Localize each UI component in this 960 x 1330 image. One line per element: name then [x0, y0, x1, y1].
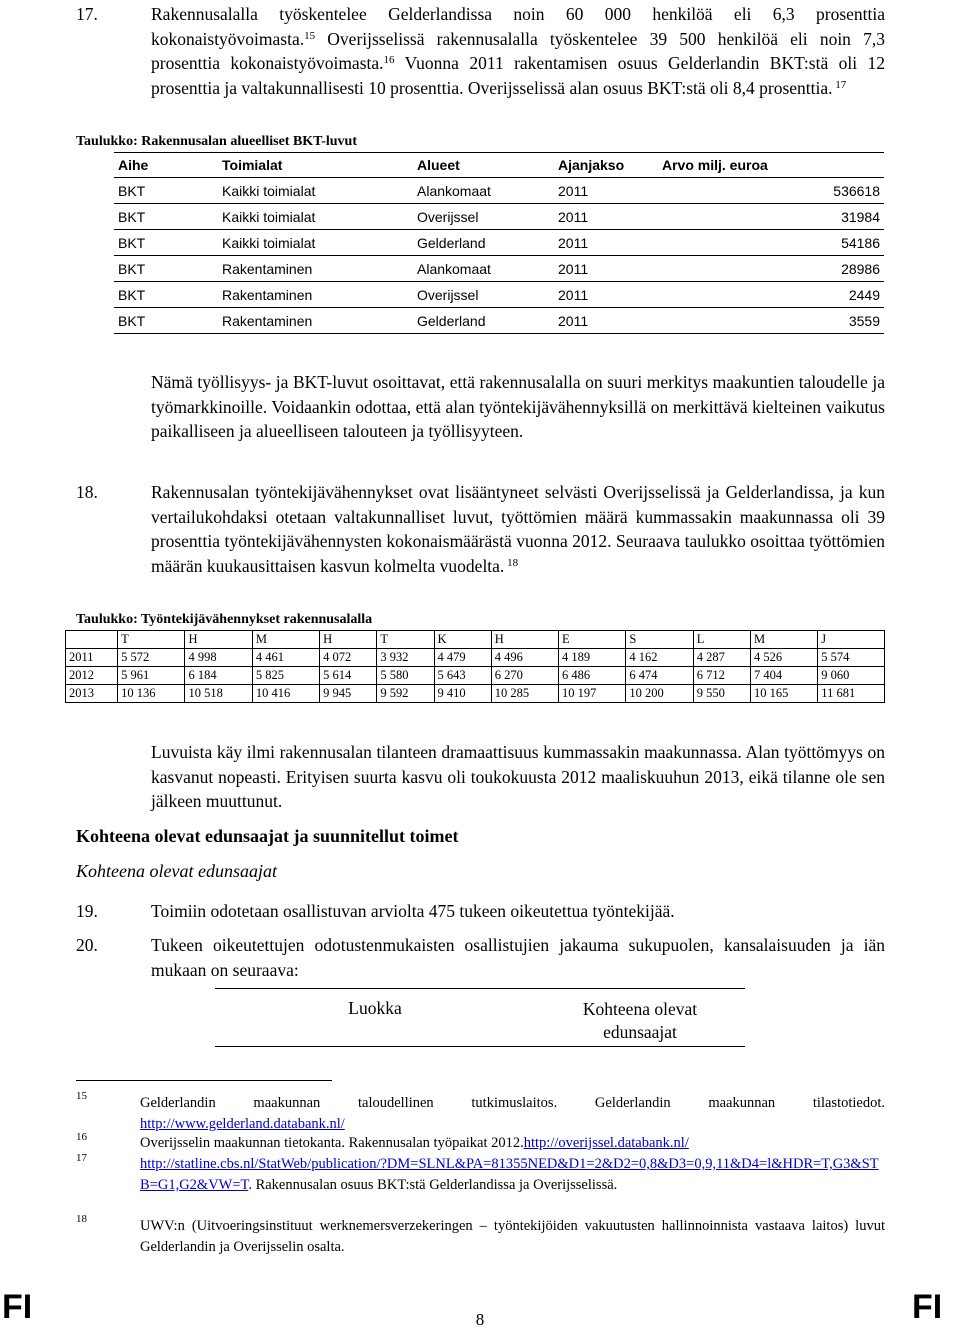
table-cell: 4 287 [693, 649, 750, 667]
table-row [114, 204, 884, 230]
table-cell: Kaikki toimialat [218, 230, 413, 256]
table-cell: 2011 [554, 282, 658, 308]
table-cell: Rakentaminen [218, 282, 413, 308]
table-cell: 2013 [66, 685, 118, 703]
table3-top-rule [215, 988, 745, 989]
table-row [66, 667, 885, 685]
table-cell: 9 410 [434, 685, 491, 703]
table-cell: 6 184 [185, 667, 252, 685]
footnote-17-number: 17 [76, 1152, 87, 1164]
footnote-ref-18[interactable]: 18 [504, 556, 519, 569]
footnote-18-number: 18 [76, 1213, 87, 1225]
table-cell: 4 072 [320, 649, 377, 667]
table-header-cell: T [118, 631, 185, 649]
table-cell: 3559 [658, 308, 884, 334]
footnote-ref-16[interactable]: 16 [383, 54, 395, 66]
table-cell: 5 643 [434, 667, 491, 685]
table-cell: 10 285 [491, 685, 558, 703]
table-header-cell: H [320, 631, 377, 649]
table-row [114, 282, 884, 308]
table-row [66, 685, 885, 703]
footnote-16-number: 16 [76, 1131, 87, 1143]
item-19-text: Toimiin odotetaan osallistuvan arviolta 475 tukeen oikeutettua työntekijää. [151, 901, 675, 921]
table-header-cell: E [559, 631, 626, 649]
table-header-cell: Toimialat [218, 153, 413, 178]
table-cell: 54186 [658, 230, 884, 256]
table-header-row [66, 631, 885, 649]
table-cell: 4 189 [559, 649, 626, 667]
table-row [114, 256, 884, 282]
table2-caption: Taulukko: Työntekijävähennykset rakennusalalla [76, 612, 373, 627]
table-cell: 2011 [554, 256, 658, 282]
table-cell: 9 060 [818, 667, 885, 685]
item-18-number: 18. [76, 482, 98, 502]
table-cell: 6 486 [559, 667, 626, 685]
table-cell: 5 574 [818, 649, 885, 667]
table-cell: 2011 [554, 204, 658, 230]
table-cell: BKT [114, 256, 218, 282]
table-cell: Alankomaat [413, 256, 554, 282]
table-cell: 2012 [66, 667, 118, 685]
page-number: 8 [475, 1310, 485, 1329]
table-cell: 2011 [554, 308, 658, 334]
footer-language-left: FI [2, 1288, 33, 1326]
table-header-cell: Ajanjakso [554, 153, 658, 178]
table-cell: BKT [114, 308, 218, 334]
table-cell: 2011 [554, 230, 658, 256]
table-cell: 4 479 [434, 649, 491, 667]
table-row [114, 178, 884, 204]
gdp-table [114, 152, 884, 334]
table-cell: 5 580 [377, 667, 434, 685]
paragraph-employment-gdp: Nämä työllisyys- ja BKT-luvut osoittavat, että rakennusalalla on suuri merkitys maakuntien taloudelle ja työmarkkinoille. Voidaankin odottaa, että alan työntekijävähennyksillä on merkittävä kielteinen vaikutus paikalliseen ja alueelliseen talouteen ja työllisyyteen. [151, 372, 885, 441]
footnote-ref-15[interactable]: 15 [304, 29, 316, 42]
table-cell: 5 825 [252, 667, 319, 685]
table-cell: 4 496 [491, 649, 558, 667]
table-cell: 2449 [658, 282, 884, 308]
table-cell: Kaikki toimialat [218, 178, 413, 204]
footnote-17-text: http://statline.cbs.nl/StatWeb/publication/?DM=SLNL&PA=81355NED&D1=2&D2=0,8&D3=0,9,11&D4=l&HDR=T,G3&STB=G1,G2&VW=T. Rakennusalan osuus BKT:stä Gelderlandissa ja Overijsselissä. [140, 1156, 879, 1193]
layoffs-table [65, 630, 885, 703]
table-cell: 11 681 [818, 685, 885, 703]
table-cell: Gelderland [413, 230, 554, 256]
footnote-17-link[interactable]: http://statline.cbs.nl/StatWeb/publication/?DM=SLNL&PA=81355NED&D1=2&D2=0,8&D3=0,9,11&D4=l&HDR=T,G3&STB=G1,G2&VW=T [140, 1156, 879, 1193]
item-20-text: Tukeen oikeutettujen odotustenmukaisten osallistujien jakauma sukupuolen, kansalaisuuden ja iän mukaan on seuraava: [151, 935, 885, 980]
table-cell: 28986 [658, 256, 884, 282]
table-cell: 4 162 [626, 649, 693, 667]
table-cell: 10 165 [750, 685, 817, 703]
table-cell: 2011 [554, 178, 658, 204]
table-cell: 4 998 [185, 649, 252, 667]
table-cell: BKT [114, 282, 218, 308]
table-cell: 9 550 [693, 685, 750, 703]
table-row [114, 230, 884, 256]
paragraph-unemployment: Luvuista käy ilmi rakennusalan tilanteen dramaattisuus kummassakin maakunnassa. Alan työttömyys on kasvanut nopeasti. Erityisen suurta kasvu oli toukokuusta 2012 maaliskuuhun 2013, eikä tilanne ole sen jälkeen muuttunut. [151, 742, 885, 811]
table-cell: 2011 [66, 649, 118, 667]
table3-col-category: Luokka [348, 998, 402, 1018]
table-cell: Alankomaat [413, 178, 554, 204]
table-cell: 10 136 [118, 685, 185, 703]
table-cell: 9 945 [320, 685, 377, 703]
table-cell: 4 461 [252, 649, 319, 667]
table-header-cell: Alueet [413, 153, 554, 178]
table-cell: 6 270 [491, 667, 558, 685]
table-row [66, 649, 885, 667]
table-header-cell: L [693, 631, 750, 649]
table-cell: Overijssel [413, 204, 554, 230]
table-cell: Kaikki toimialat [218, 204, 413, 230]
table-header-cell: J [818, 631, 885, 649]
item-17-number: 17. [76, 4, 98, 24]
table-header-cell: K [434, 631, 491, 649]
table-cell: Overijssel [413, 282, 554, 308]
table-header-cell: Arvo milj. euroa [658, 153, 884, 178]
table-cell: 6 712 [693, 667, 750, 685]
table-cell: 6 474 [626, 667, 693, 685]
table-cell: BKT [114, 178, 218, 204]
section-heading: Kohteena olevat edunsaajat ja suunnitellut toimet [76, 826, 459, 846]
table-cell: 5 614 [320, 667, 377, 685]
footnote-15-link[interactable]: http://www.gelderland.databank.nl/ [140, 1116, 345, 1132]
table-header-cell: T [377, 631, 434, 649]
table-cell: 10 197 [559, 685, 626, 703]
footnote-15-number: 15 [76, 1090, 87, 1102]
table-cell: 4 526 [750, 649, 817, 667]
table1-caption: Taulukko: Rakennusalan alueelliset BKT-luvut [76, 134, 358, 149]
table-cell: Gelderland [413, 308, 554, 334]
table-cell: BKT [114, 204, 218, 230]
table3-col-beneficiaries: Kohteena olevat edunsaajat [582, 999, 698, 1042]
table-cell: 10 200 [626, 685, 693, 703]
item-19-number: 19. [76, 901, 98, 921]
footnote-ref-17[interactable]: 17 [832, 78, 847, 91]
table-header-cell [66, 631, 118, 649]
table-cell: Rakentaminen [218, 256, 413, 282]
item-17-text: Rakennusalalla työskentelee Gelderlandissa noin 60 000 henkilöä eli 6,3 prosenttia kokonaistyövoimasta.$^{15}$ Overijsselissä rakennusalalla työskentelee 39 500 henkilöä eli noin 7,3 prosenttia kokonaistyövoimasta.$^{16}$ Vuonna 2011 rakentamisen osuus Gelderlandin BKT:stä oli 12 prosenttia ja valtakunnallisesti 10 prosenttia. Overijsselissä alan osuus BKT:stä oli 8,4 prosenttia. $^{17}$ [151, 4, 885, 98]
footer-language-right: FI [912, 1288, 943, 1326]
footnote-18-text: UWV:n (Uitvoeringsinstituut werknemersverzekeringen – työntekijöiden vakuutusten hallinnoinnista vastaava laitos) luvut Gelderlandin ja Overijsselin osalta. [140, 1218, 885, 1255]
footnote-16-link[interactable]: http://overijssel.databank.nl/ [523, 1135, 689, 1151]
table-cell: 5 572 [118, 649, 185, 667]
table-header-cell: M [252, 631, 319, 649]
table3-bottom-rule [215, 1046, 745, 1047]
table-cell: 9 592 [377, 685, 434, 703]
table-cell: 10 518 [185, 685, 252, 703]
table-cell: 5 961 [118, 667, 185, 685]
table-cell: Rakentaminen [218, 308, 413, 334]
table-cell: 7 404 [750, 667, 817, 685]
item-18-text: Rakennusalan työntekijävähennykset ovat lisääntyneet selvästi Overijsselissä ja Gelderlandissa, ja kun vertailukohdaksi otetaan valtakunnalliset luvut, työttömien määrä kummassakin maakunnassa oli 39 prosenttia työntekijävähennysten kokonaismäärästä vuonna 2012. Seuraava taulukko osoittaa työttömien määrän kuukausittaisen kasvun kolmelta vuodelta. $^{18}$ [151, 482, 885, 576]
table-cell: 536618 [658, 178, 884, 204]
table-cell: BKT [114, 230, 218, 256]
table-cell: 3 932 [377, 649, 434, 667]
table-header-cell: Aihe [114, 153, 218, 178]
table-header-cell: H [185, 631, 252, 649]
table-row [114, 308, 884, 334]
table-header-cell: S [626, 631, 693, 649]
item-20-number: 20. [76, 935, 98, 955]
table-cell: 31984 [658, 204, 884, 230]
subsection-heading: Kohteena olevat edunsaajat [76, 861, 277, 881]
footnote-16-text: Overijsselin maakunnan tietokanta. Rakennusalan työpaikat 2012.http://overijssel.databank.nl/ [140, 1135, 689, 1151]
table-header-row [114, 153, 884, 178]
table-cell: 10 416 [252, 685, 319, 703]
table-header-cell: M [750, 631, 817, 649]
table-header-cell: H [491, 631, 558, 649]
footnote-15-text: Gelderlandin maakunnan taloudellinen tutkimuslaitos. Gelderlandin maakunnan tilastotiedot. http://www.gelderland.databank.nl/ [140, 1095, 885, 1132]
footnote-separator [76, 1080, 332, 1081]
